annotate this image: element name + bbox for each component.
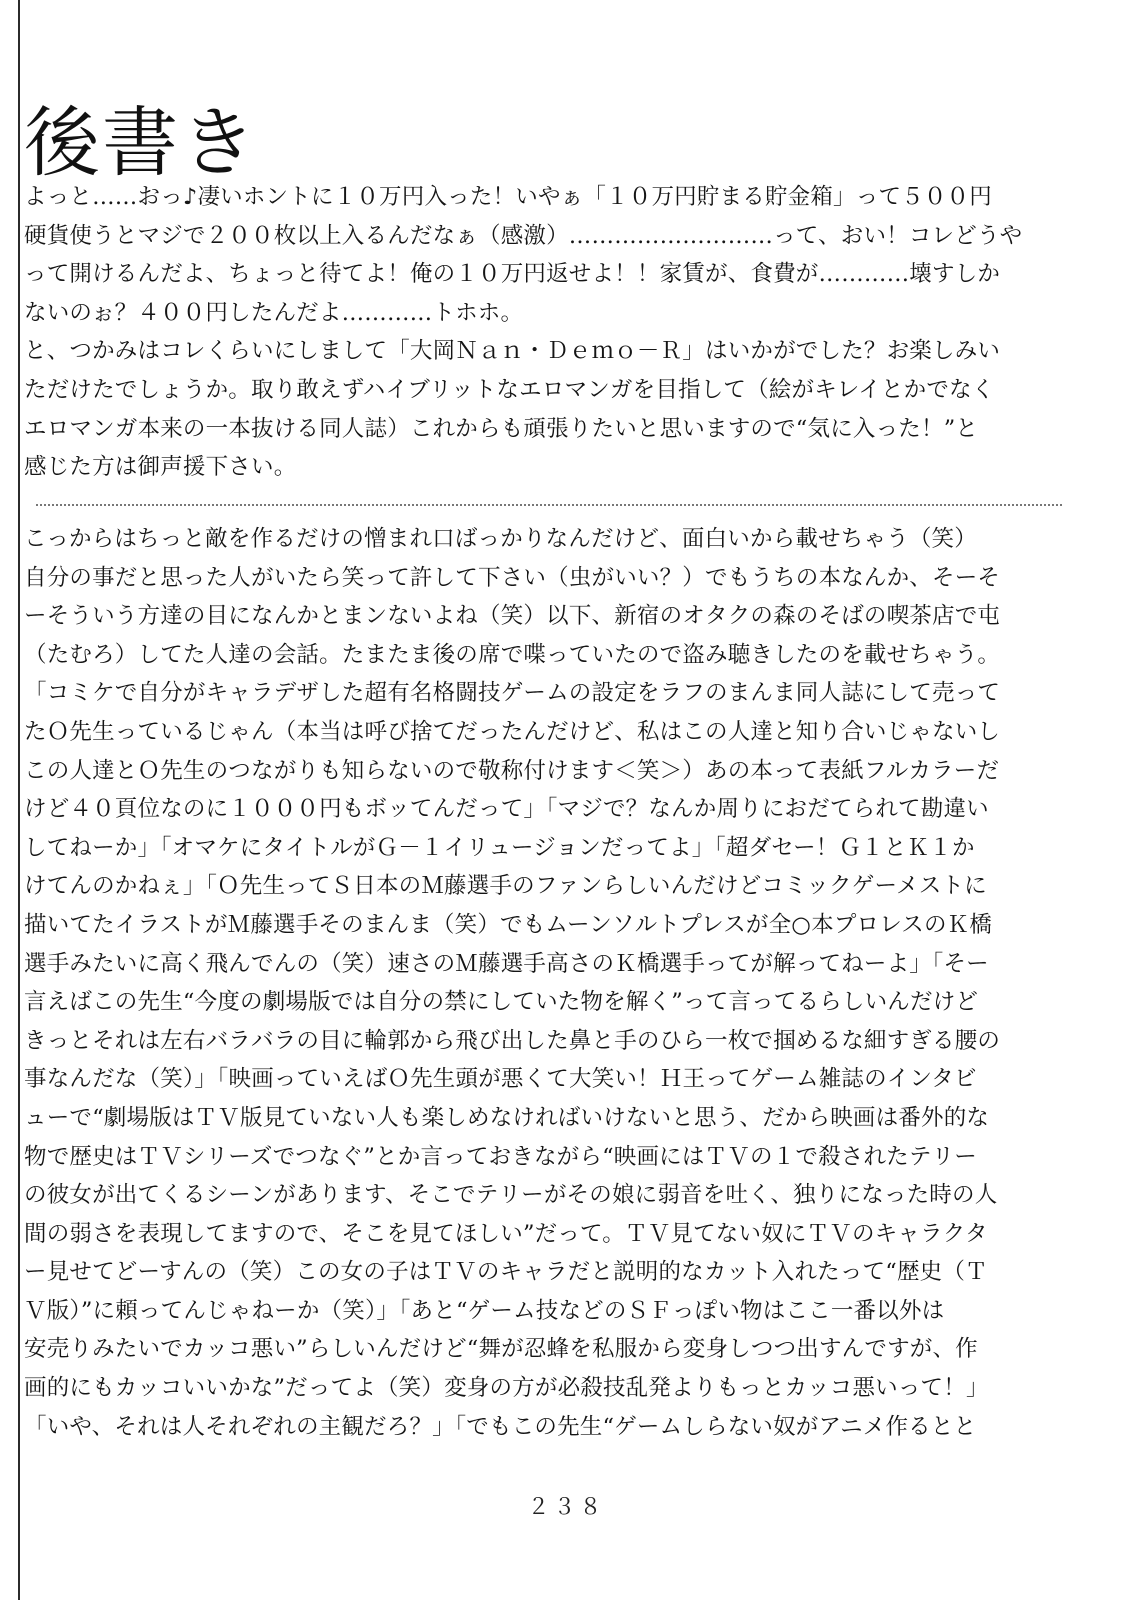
intro-line: よっと……おっ♪凄いホントに１０万円入った！いやぁ「１０万円貯まる貯金箱」って５００円: [24, 184, 992, 210]
intro-line: ないのぉ？４００円したんだよ…………トホホ。: [24, 299, 524, 326]
body-line: けてんのかねぇ」「Ｏ先生ってＳ日本のＭ藤選手のファンらしいんだけどコミックゲーメストに: [24, 873, 987, 900]
body-line: （たむろ）してた人達の会話。たまたま後の席で喋っていたので盗み聴きしたのを載せちゃう。: [24, 641, 1001, 668]
page-number: ２３８: [527, 1495, 606, 1520]
body-line: してねーか」「オマケにタイトルがＧ－１イリュージョンだってよ」「超ダセー！Ｇ１とＫ１か: [24, 834, 975, 861]
body-line: 事なんだな（笑）」「映画っていえばＯ先生頭が悪くて大笑い！Ｈ王ってゲーム雑誌のインタビ: [24, 1066, 977, 1093]
body-line: 画的にもカッコいいかな”だってよ（笑）変身の方が必殺技乱発よりもっとカッコ悪いって！」: [24, 1375, 989, 1402]
intro-line: って開けるんだよ、ちょっと待てよ！俺の１０万円返せよ！！家賃が、食費が…………壊すしか: [24, 261, 1001, 288]
body-line: 言えばこの先生“今度の劇場版では自分の禁にしていた物を解く”って言ってるらしいんだけど: [24, 989, 979, 1016]
body-paragraph: [24, 520, 1084, 1446]
intro-line: 硬貨使うとマジで２００枚以上入るんだなぁ（感激）………………………って、おい！コレどうや: [24, 222, 1023, 249]
body-line: 安売りみたいでカッコ悪い”らしいんだけど“舞が忍蜂を私服から変身しつつ出すんですが、作: [24, 1336, 978, 1363]
dotted-divider: [36, 504, 1062, 506]
body-line: この人達とＯ先生のつながりも知らないので敬称付けます＜笑＞）あの本って表紙フルカラーだ: [24, 757, 1000, 784]
body-line: 選手みたいに高く飛んでんの（笑）速さのＭ藤選手高さのＫ橋選手ってが解ってねーよ」「そー: [24, 950, 989, 977]
body-line: ューで“劇場版はＴＶ版見ていない人も楽しめなければいけないと思う、だから映画は番外的な: [24, 1104, 990, 1131]
body-line: きっとそれは左右バラバラの目に輪郭から飛び出した鼻と手のひら一枚で掴めるな細すぎる腰の: [24, 1027, 1001, 1054]
page-title: 後書き: [24, 98, 258, 187]
body-line: 「コミケで自分がキャラデザした超有名格闘技ゲームの設定をラフのまんま同人誌にして売って: [24, 680, 1001, 707]
body-line: Ｖ版）”に頼ってんじゃねーか（笑）」「あと“ゲーム技などのＳＦっぽい物はここ一番以外は: [24, 1297, 945, 1324]
body-line: 間の弱さを表現してますので、そこを見てほしい”だって。ＴＶ見てない奴にＴＶのキャラクタ: [24, 1220, 988, 1247]
body-line: こっからはちっと敵を作るだけの憎まれ口ばっかりなんだけど、面白いから載せちゃう（笑）: [24, 526, 977, 552]
intro-line: と、つかみはコレくらいにしまして「大岡Ｎａｎ・Ｄｅｍｏ－Ｒ」はいかがでした？お楽しみい: [24, 338, 1001, 365]
intro-line: エロマンガ本来の一本抜ける同人誌）これからも頑張りたいと思いますので“気に入った！”と: [24, 415, 979, 442]
body-line: 物で歴史はＴＶシリーズでつなぐ”とか言っておきながら“映画にはＴＶの１で殺されたテリー: [24, 1143, 977, 1170]
body-line: 自分の事だと思った人がいたら笑って許して下さい（虫がいい？）でもうちの本なんか、そーそ: [24, 564, 1001, 591]
body-line: ー見せてどーすんの（笑）この女の子はＴＶのキャラだと説明的なカット入れたって“歴史（Ｔ: [24, 1259, 988, 1286]
body-line: ーそういう方達の目になんかとまンないよね（笑）以下、新宿のオタクの森のそばの喫茶店で屯: [24, 603, 1001, 630]
body-line: の彼女が出てくるシーンがあります、そこでテリーがその娘に弱音を吐く、独りになった時の人: [24, 1182, 998, 1209]
body-line: けど４０頁位なのに１０００円もボッてんだって」「マジで？なんか周りにおだてられて勘違い: [24, 796, 989, 823]
body-line: 描いてたイラストがＭ藤選手そのまんま（笑）でもムーンソルトプレスが全○本プロレスのＫ橋: [24, 911, 993, 938]
intro-line: 感じた方は御声援下さい。: [24, 454, 297, 481]
intro-line: ただけたでしょうか。取り敢えずハイブリットなエロマンガを目指して（絵がキレイとかでなく: [24, 376, 995, 403]
body-line: 「いや、それは人それぞれの主観だろ？」「でもこの先生“ゲームしらない奴がアニメ作るとと: [24, 1413, 977, 1440]
page-edge: [18, 0, 20, 1600]
intro-paragraph: [24, 178, 1084, 487]
body-line: たＯ先生っているじゃん（本当は呼び捨てだったんだけど、私はこの人達と知り合いじゃないし: [24, 718, 1001, 745]
